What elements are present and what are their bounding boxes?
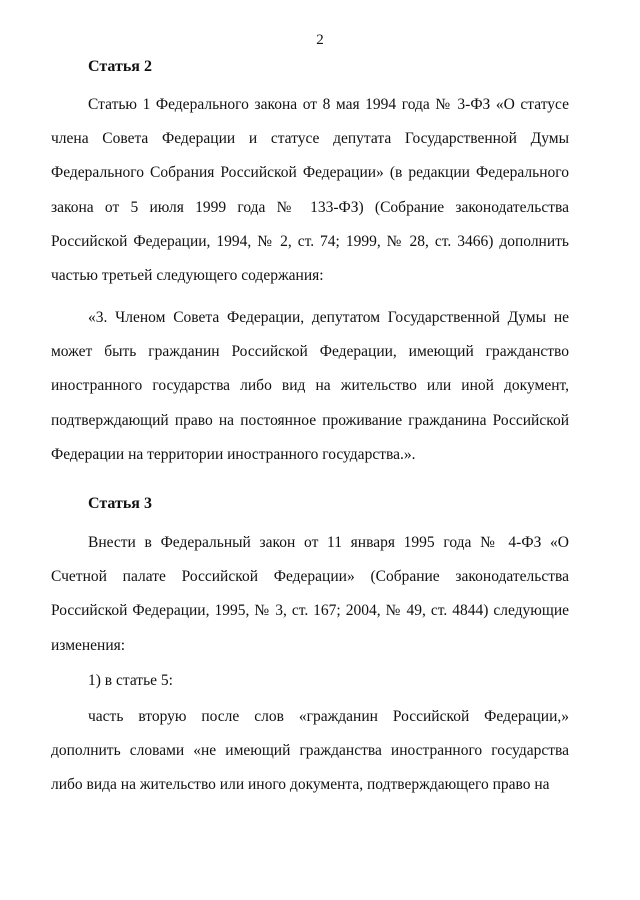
article-3-paragraph-1: Внести в Федеральный закон от 11 января 1995 года № 4-ФЗ «О Счетной палате Российской Федерации» (Собрание законодательства Российской Федерации, 1995, № 3, ст. 167; 2004, № 49, ст. 4844) следующие изменения:: [51, 534, 569, 654]
article-3-paragraph-2: 1) в статье 5:: [88, 672, 173, 689]
article-2-paragraph-2: «3. Членом Совета Федерации, депутатом Государственной Думы не может быть гражданин Российской Федерации, имеющий гражданство иностранного государства либо вид на жительство или иной документ, подтверждающий право на постоянное проживание гражданина Российской Федерации на территории иностранного государства.».: [51, 309, 569, 463]
article-3-heading: Статья 3: [88, 495, 152, 512]
page-number: 2: [316, 32, 324, 48]
article-2-paragraph-1: Статью 1 Федерального закона от 8 мая 1994 года № 3-ФЗ «О статусе члена Совета Федерации и статусе депутата Государственной Думы Федерального Собрания Российской Федерации» (в редакции Федерального закона от 5 июля 1999 года № 133-ФЗ) (Собрание законодательства Российской Федерации, 1994, № 2, ст. 74; 1999, № 28, ст. 3466) дополнить частью третьей следующего содержания:: [51, 96, 569, 285]
article-2-heading: Статья 2: [88, 58, 152, 75]
article-3-paragraph-3: часть вторую после слов «гражданин Российской Федерации,» дополнить словами «не имеющий гражданства иностранного государства либо вида на жительство или иного документа, подтверждающего право на: [51, 708, 569, 794]
